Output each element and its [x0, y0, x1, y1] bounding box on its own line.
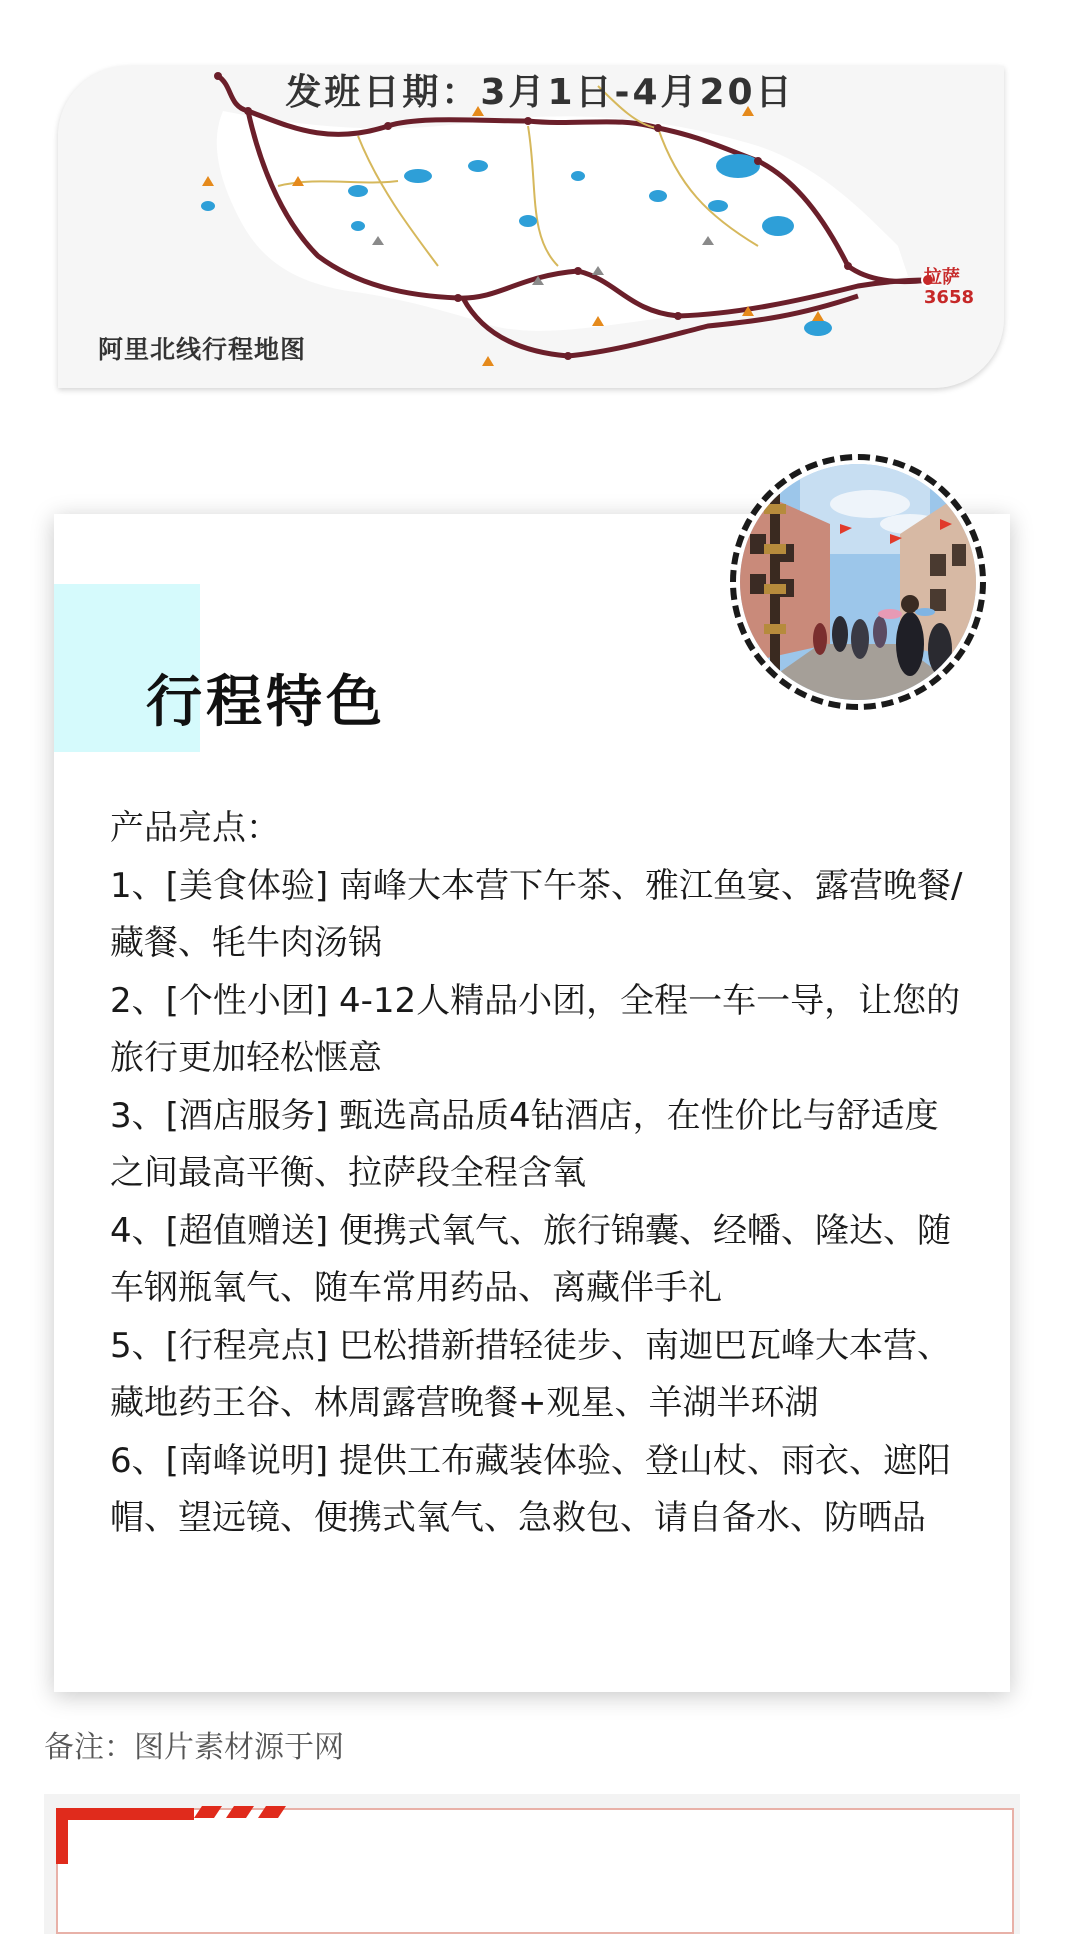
map-caption: 阿里北线行程地图 [98, 335, 307, 364]
feature-content [110, 800, 966, 1548]
street-photo-image [740, 464, 976, 700]
date-box-inner [56, 1808, 1014, 1934]
remark-note: 备注：图片素材源于网 [44, 1730, 344, 1765]
highlight-item-4: 4、[超值赠送] 便携式氧气、旅行锦囊、经幡、隆达、随车钢瓶氧气、随车常用药品、离藏伴手礼 [110, 1210, 951, 1308]
highlight-item-2: 2、[个性小团] 4-12人精品小团，全程一车一导，让您的旅行更加轻松惬意 [110, 980, 961, 1078]
departure-date-box [44, 1794, 1020, 1934]
highlights-intro: 产品亮点： [110, 808, 280, 848]
departure-date-text: 发班日期：3月1日-4月20日 [285, 72, 795, 113]
map-endpoint-name: 拉萨 [923, 267, 960, 288]
highlight-item-5: 5、[行程亮点] 巴松措新措轻徒步、南迦巴瓦峰大本营、藏地药王谷、林周露营晚餐+观星、羊湖半环湖 [110, 1325, 951, 1423]
highlight-item-3: 3、[酒店服务] 甄选高品质4钻酒店，在性价比与舒适度之间最高平衡、拉萨段全程含氧 [110, 1095, 939, 1193]
red-stripes-decoration [192, 1804, 302, 1820]
section-title: 行程特色 [146, 670, 386, 735]
map-endpoint-label [924, 268, 974, 308]
red-corner-top [56, 1808, 194, 1820]
map-endpoint-altitude: 3658 [923, 287, 974, 308]
red-corner-left [56, 1808, 68, 1864]
highlight-item-6: 6、[南峰说明] 提供工布藏装体验、登山杖、雨衣、遮阳帽、望远镜、便携式氧气、急救包、请自备水、防晒品 [110, 1440, 951, 1538]
highlight-item-1: 1、[美食体验] 南峰大本营下午茶、雅江鱼宴、露营晚餐/藏餐、牦牛肉汤锅 [110, 865, 963, 963]
street-photo [730, 454, 986, 710]
